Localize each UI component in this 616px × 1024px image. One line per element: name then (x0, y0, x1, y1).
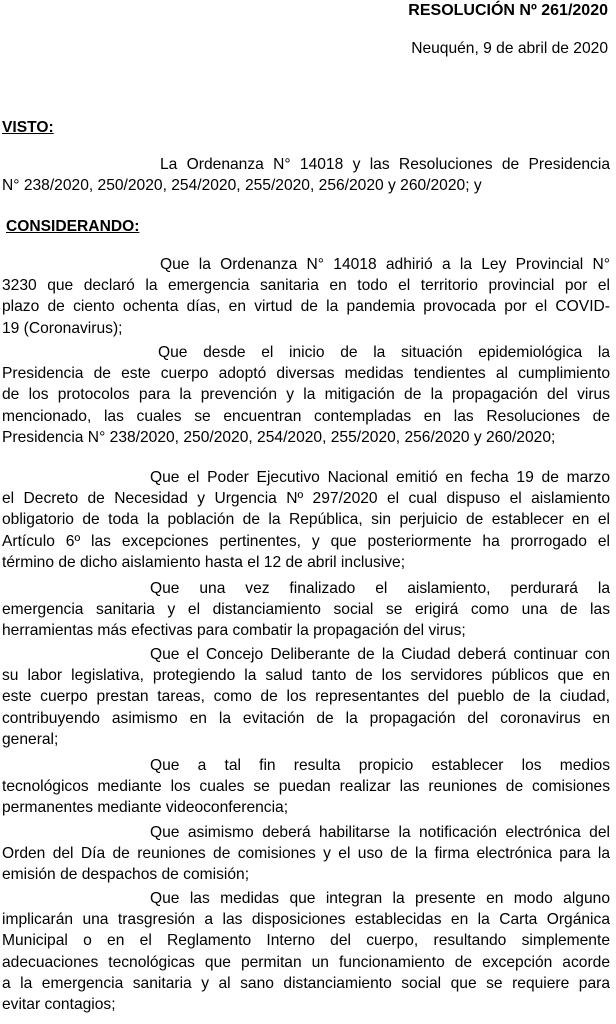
text-line: implicarán una trasgresión a las disposiciones establecidas en la Carta Orgánica (2, 911, 610, 929)
text-line: Presidencia N° 238/2020, 250/2020, 254/2020, 255/2020, 256/2020 y 260/2020; (2, 428, 556, 446)
visto-heading: VISTO: (2, 119, 54, 136)
text-line: Que asimismo deberá habilitarse la notificación electrónica del (150, 824, 610, 841)
text-line: plazo de ciento ochenta días, en virtud de la pandemia provocada por el COVID- (2, 298, 610, 316)
considerando-paragraph-7 (2, 822, 610, 886)
text-line: el Decreto de Necesidad y Urgencia Nº 297/2020 el cual dispuso el aislamiento (2, 490, 610, 508)
considerando-paragraph-6 (2, 755, 610, 819)
considerando-heading: CONSIDERANDO: (6, 218, 140, 235)
text-line: su labor legislativa, protegiendo la salud tanto de los servidores públicos que en (2, 667, 610, 685)
text-line: Que el Concejo Deliberante de la Ciudad deberá continuar con (150, 646, 610, 663)
text-line: Que el Poder Ejecutivo Nacional emitió en fecha 19 de marzo (150, 469, 610, 486)
considerando-paragraph-4 (2, 578, 610, 642)
text-line: herramientas más efectivas para combatir la propagación del virus; (2, 622, 466, 640)
text-line: emergencia sanitaria y el distanciamiento social se erigirá como una de las (2, 601, 610, 619)
considerando-paragraph-5 (2, 644, 610, 750)
text-line: N° 238/2020, 250/2020, 254/2020, 255/2020, 256/2020 y 260/2020; y (2, 177, 482, 195)
text-line: tecnológicos mediante los cuales se puedan realizar las reuniones de comisiones (2, 778, 610, 796)
text-line: 19 (Coronavirus); (2, 319, 123, 337)
text-line: 3230 que declaró la emergencia sanitaria en todo el territorio provincial por el (2, 277, 610, 295)
text-line: adecuaciones tecnológicas que permitan un funcionamiento de excepción acorde (2, 953, 610, 971)
text-line: Que la Ordenanza N° 14018 adhirió a la Ley Provincial N° (160, 256, 610, 273)
considerando-paragraph-8 (2, 888, 610, 1015)
text-line: Municipal o en el Reglamento Interno del cuerpo, resultando simplemente (2, 932, 610, 950)
text-line: a la emergencia sanitaria y al sano distanciamiento social que se requiere para (2, 974, 610, 992)
text-line: de los protocolos para la prevención y la mitigación de la propagación del virus (2, 386, 610, 404)
text-line: Que una vez finalizado el aislamiento, perdurará la (150, 580, 610, 597)
text-line: permanentes mediante videoconferencia; (2, 799, 289, 817)
text-line: emisión de despachos de comisión; (2, 866, 250, 884)
considerando-paragraph-3 (2, 467, 610, 573)
resolution-number: RESOLUCIÓN Nº 261/2020 (408, 2, 608, 19)
considerando-paragraph-1 (2, 254, 610, 339)
considerando-paragraph-2 (2, 342, 610, 448)
text-line: obligatorio de toda la población de la República, sin perjuicio de establecer en el (2, 511, 610, 529)
text-line: Presidencia de este cuerpo adoptó diversas medidas tendientes al cumplimiento (2, 365, 610, 383)
text-line: Artículo 6º las excepciones pertinentes, y que posteriormente ha prorrogado el (2, 532, 610, 550)
text-line: Que las medidas que integran la presente en modo alguno (150, 890, 610, 907)
text-line: general; (2, 730, 59, 748)
text-line: evitar contagios; (2, 996, 116, 1014)
visto-paragraph (2, 154, 610, 196)
text-line: mencionado, las cuales se encuentran contempladas en las Resoluciones de (2, 407, 610, 425)
text-line: La Ordenanza N° 14018 y las Resoluciones de Presidencia (160, 156, 610, 173)
text-line: Orden del Día de reuniones de comisiones y el uso de la firma electrónica para la (2, 845, 610, 863)
text-line: término de dicho aislamiento hasta el 12 de abril inclusive; (2, 553, 406, 571)
resolution-date: Neuquén, 9 de abril de 2020 (411, 40, 608, 57)
text-line: Que desde el inicio de la situación epidemiológica la (158, 344, 610, 361)
text-line: este cuerpo prestan tareas, como de los representantes del pueblo de la ciudad, (2, 688, 610, 706)
text-line: Que a tal fin resulta propicio establecer los medios (150, 757, 610, 774)
text-line: contribuyendo asimismo en la evitación de la propagación del coronavirus en (2, 709, 610, 727)
